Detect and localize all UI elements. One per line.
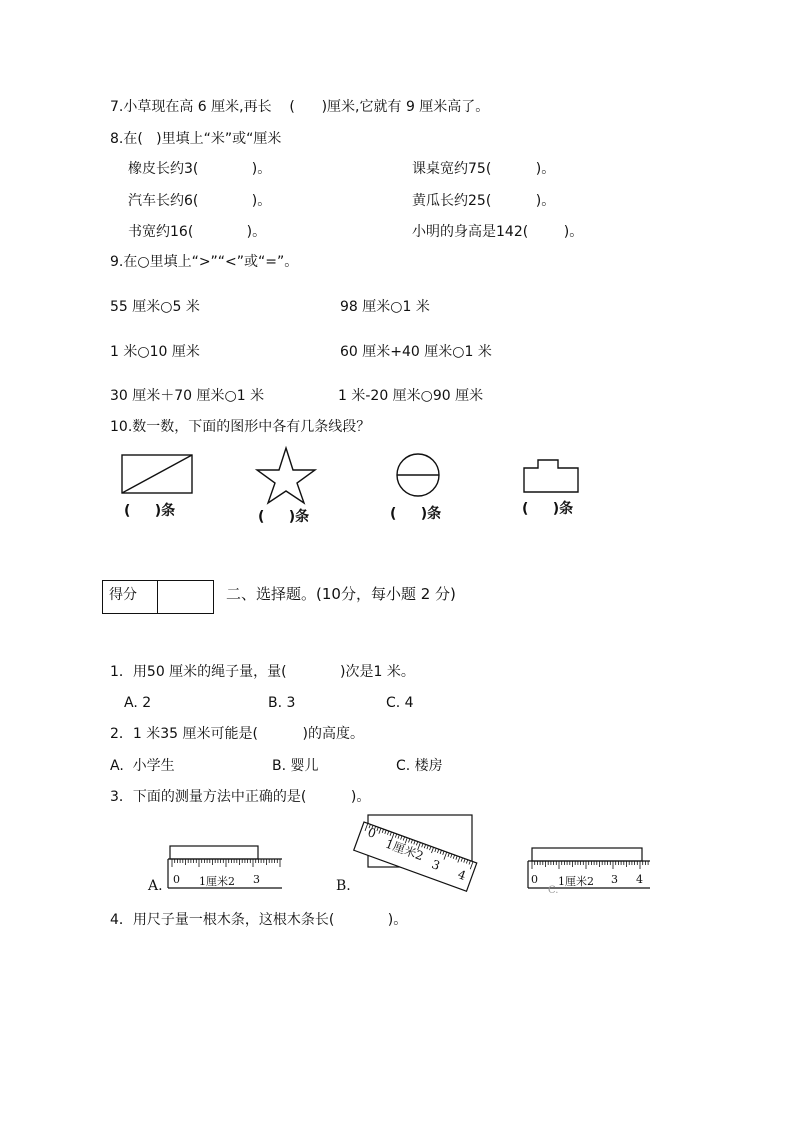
q8-item-height: 小明的身高是142( )。 [412, 224, 584, 240]
q9-item-5: 30 厘米＋70 厘米○1 米 [110, 388, 265, 404]
choice-question-4: 4．用尺子量一根木条，这根木条长( )。 [110, 912, 408, 928]
q8-item-desk: 课桌宽约75( )。 [412, 161, 556, 177]
q10-blank-3: ( )条 [390, 506, 442, 522]
ruler-c-label-1: 1厘米2 [558, 875, 594, 888]
choice-question-1: 1．用50 厘米的绳子量，量( )次是1 米。 [110, 664, 415, 680]
choice-question-3: 3．下面的测量方法中正确的是( )。 [110, 789, 371, 805]
q8-item-car: 汽车长约6( )。 [128, 193, 272, 209]
c1-option-a: A. 2 [124, 695, 152, 711]
c3-option-b: B. [336, 878, 351, 894]
q9-item-3: 1 米○10 厘米 [110, 344, 200, 360]
c2-option-b: B. 婴儿 [272, 758, 319, 774]
q8-item-eraser: 橡皮长约3( )。 [128, 161, 272, 177]
question-10-title: 10.数一数，下面的图形中各有几条线段？ [110, 419, 371, 435]
section-2-heading: 二、选择题。(10分，每小题 2 分) [226, 585, 456, 603]
score-box [102, 580, 214, 614]
circle-diameter-shape [397, 454, 439, 496]
q9-item-4: 60 厘米+40 厘米○1 米 [340, 344, 492, 360]
ruler-c-label-3: 3 [611, 873, 618, 886]
ruler-b-label-3: 3 [429, 857, 442, 873]
q9-item-1: 55 厘米○5 米 [110, 299, 200, 315]
ruler-a-label-1: 1厘米2 [199, 875, 235, 888]
c3-option-c: C. [548, 885, 559, 896]
ruler-a-label-3: 3 [253, 873, 260, 886]
c1-option-c: C. 4 [386, 695, 414, 711]
q10-blank-1: ( )条 [124, 503, 176, 519]
q10-blank-4: ( )条 [522, 501, 574, 517]
question-9-title: 9.在○里填上“>”“<”或“=”。 [110, 254, 299, 270]
question-8-title: 8.在( )里填上“米”或“厘米 [110, 131, 282, 147]
c1-option-b: B. 3 [268, 695, 296, 711]
ruler-a-label-0: 0 [173, 873, 180, 886]
stepped-shape [524, 460, 578, 492]
rectangle-diagonal-shape [122, 455, 192, 493]
c3-option-a: A. [148, 878, 163, 894]
ruler-c-label-0: 0 [531, 873, 538, 886]
ruler-b-label-1: 1厘米2 [383, 836, 426, 864]
question-7: 7.小草现在高 6 厘米,再长 ( )厘米,它就有 9 厘米高了。 [110, 99, 490, 115]
q8-item-book: 书宽约16( )。 [128, 224, 267, 240]
ruler-b-label-0: 0 [365, 825, 378, 841]
star-shape [257, 448, 315, 503]
q10-blank-2: ( )条 [258, 509, 310, 525]
c2-option-c: C. 楼房 [396, 758, 443, 774]
score-label: 得分 [109, 587, 137, 603]
c2-option-a: A. 小学生 [110, 758, 175, 774]
ruler-c-label-4: 4 [636, 873, 643, 886]
score-divider [157, 581, 158, 613]
ruler-b-label-4: 4 [455, 867, 468, 883]
q9-item-2: 98 厘米○1 米 [340, 299, 430, 315]
q8-item-cucumber: 黄瓜长约25( )。 [412, 193, 556, 209]
q9-item-6: 1 米-20 厘米○90 厘米 [338, 388, 484, 404]
choice-question-2: 2．1 米35 厘米可能是( )的高度。 [110, 726, 364, 742]
